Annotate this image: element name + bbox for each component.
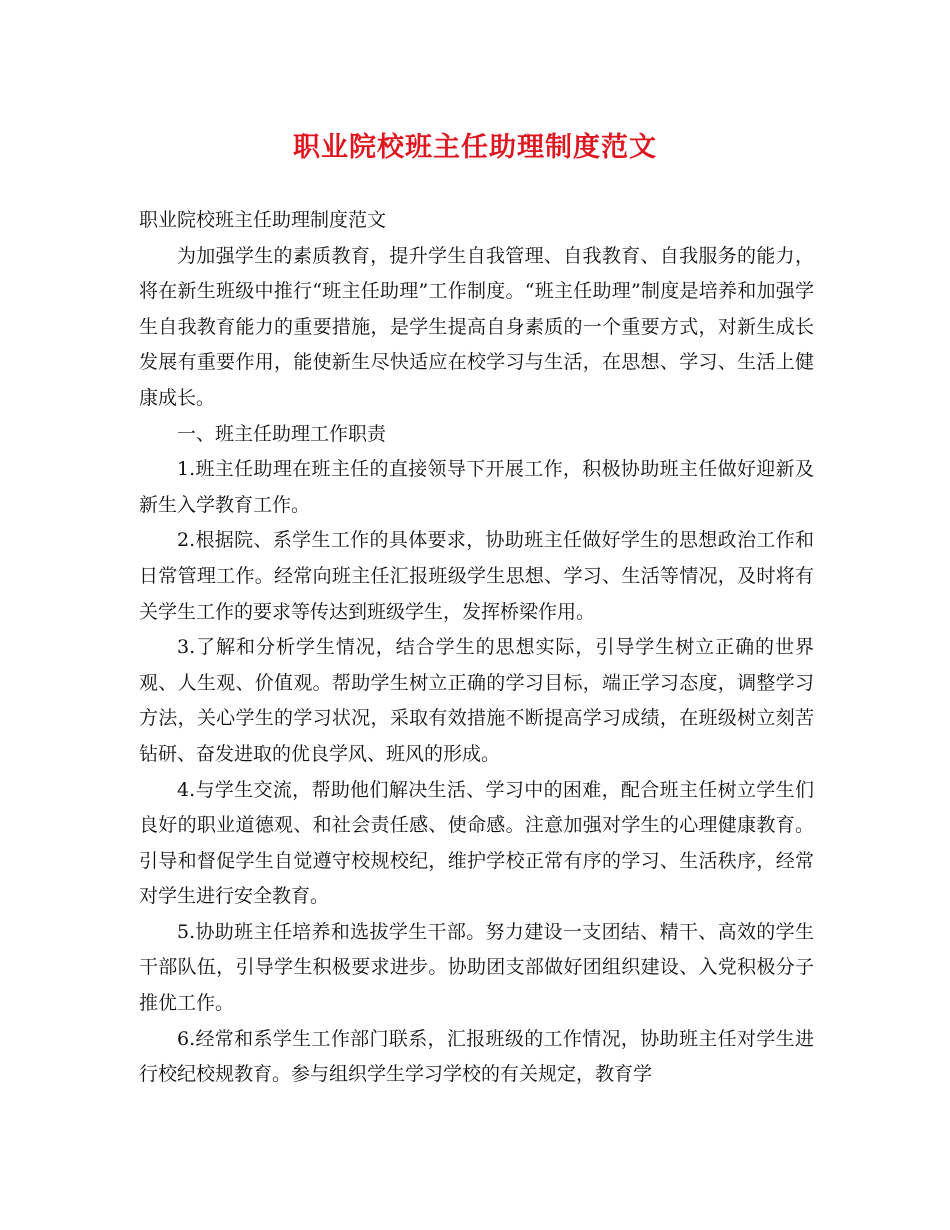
duty-item-6: 6.经常和系学生工作部门联系，汇报班级的工作情况，协助班主任对学生进行校纪校规教育。参与组织学生学习学校的有关规定，教育学	[139, 1027, 814, 1086]
document-body	[139, 203, 814, 1093]
duty-item-2: 2.根据院、系学生工作的具体要求，协助班主任做好学生的思想政治工作和日常管理工作。经常向班主任汇报班级学生思想、学习、生活等情况，及时将有关学生工作的要求等传达到班级学生，发挥桥梁作用。	[139, 529, 814, 623]
duty-item-4: 4.与学生交流，帮助他们解决生活、学习中的困难，配合班主任树立学生们良好的职业道德观、和社会责任感、使命感。注意加强对学生的心理健康教育。引导和督促学生自觉遵守校规校纪，维护学校正常有序的学习、生活秩序，经常对学生进行安全教育。	[139, 778, 814, 908]
paragraph-heading-repeat: 职业院校班主任助理制度范文	[139, 209, 387, 231]
section-heading: 一、班主任助理工作职责	[177, 422, 387, 445]
document-title: 职业院校班主任助理制度范文	[293, 132, 657, 163]
duty-item-1: 1.班主任助理在班主任的直接领导下开展工作，积极协助班主任做好迎新及新生入学教育工作。	[139, 458, 814, 516]
duty-item-3: 3.了解和分析学生情况，结合学生的思想实际，引导学生树立正确的世界观、人生观、价值观。帮助学生树立正确的学习目标，端正学习态度，调整学习方法，关心学生的学习状况，采取有效措施不断提高学习成绩，在班级树立刻苦钻研、奋发进取的优良学风、班风的形成。	[139, 636, 814, 765]
duty-item-5: 5.协助班主任培养和选拔学生干部。努力建设一支团结、精干、高效的学生干部队伍，引导学生积极要求进步。协助团支部做好团组织建设、入党积极分子推优工作。	[139, 920, 814, 1015]
paragraph-intro: 为加强学生的素质教育，提升学生自我管理、自我教育、自我服务的能力，将在新生班级中推行“班主任助理”工作制度。“班主任助理”制度是培养和加强学生自我教育能力的重要措施，是学生提高自身素质的一个重要方式，对新生成长发展有重要作用，能使新生尽快适应在校学习与生活，在思想、学习、生活上健康成长。	[139, 244, 814, 409]
